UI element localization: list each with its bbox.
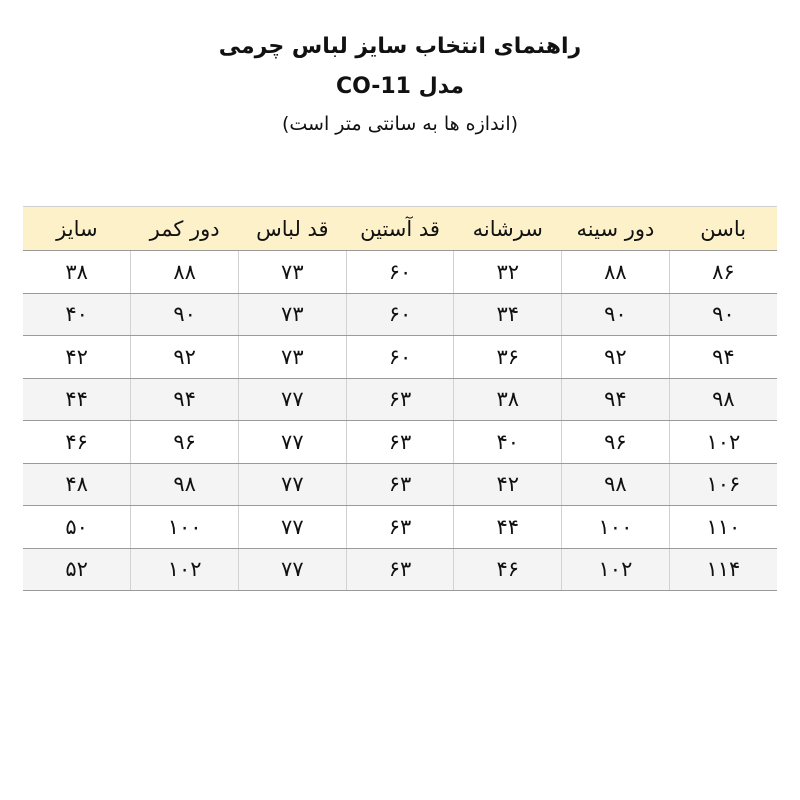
cell-shoulder: ۳۶	[454, 336, 562, 379]
cell-sleeve-length: ۶۰	[346, 251, 454, 294]
cell-chest: ۹۰	[562, 293, 670, 336]
size-chart-table	[23, 206, 777, 591]
cell-chest: ۹۶	[562, 421, 670, 464]
cell-waist: ۹۰	[131, 293, 239, 336]
cell-shoulder: ۴۲	[454, 463, 562, 506]
cell-sleeve-length: ۶۳	[346, 421, 454, 464]
cell-sleeve-length: ۶۳	[346, 548, 454, 591]
cell-sleeve-length: ۶۳	[346, 378, 454, 421]
cell-shoulder: ۳۸	[454, 378, 562, 421]
cell-size: ۴۲	[23, 336, 131, 379]
cell-chest: ۹۲	[562, 336, 670, 379]
cell-chest: ۱۰۲	[562, 548, 670, 591]
cell-size: ۴۴	[23, 378, 131, 421]
cell-chest: ۱۰۰	[562, 506, 670, 549]
cell-size: ۳۸	[23, 251, 131, 294]
cell-waist: ۸۸	[131, 251, 239, 294]
cell-waist: ۹۸	[131, 463, 239, 506]
cell-garment-length: ۷۳	[238, 336, 346, 379]
cell-hip: ۹۰	[669, 293, 777, 336]
cell-garment-length: ۷۷	[238, 421, 346, 464]
column-header-hip: باسن	[669, 207, 777, 251]
cell-shoulder: ۳۲	[454, 251, 562, 294]
column-header-shoulder: سرشانه	[454, 207, 562, 251]
table-row	[23, 293, 777, 336]
cell-waist: ۹۲	[131, 336, 239, 379]
cell-size: ۵۲	[23, 548, 131, 591]
cell-hip: ۱۱۰	[669, 506, 777, 549]
column-header-chest: دور سینه	[562, 207, 670, 251]
cell-shoulder: ۴۰	[454, 421, 562, 464]
cell-chest: ۸۸	[562, 251, 670, 294]
table-row	[23, 421, 777, 464]
cell-size: ۴۸	[23, 463, 131, 506]
cell-size: ۴۰	[23, 293, 131, 336]
cell-shoulder: ۳۴	[454, 293, 562, 336]
table-row	[23, 378, 777, 421]
cell-sleeve-length: ۶۳	[346, 506, 454, 549]
column-header-waist: دور کمر	[131, 207, 239, 251]
cell-waist: ۱۰۲	[131, 548, 239, 591]
table-row	[23, 548, 777, 591]
table-row	[23, 506, 777, 549]
column-header-size: سایز	[23, 207, 131, 251]
cell-hip: ۱۰۶	[669, 463, 777, 506]
cell-sleeve-length: ۶۰	[346, 336, 454, 379]
cell-hip: ۱۱۴	[669, 548, 777, 591]
cell-garment-length: ۷۷	[238, 463, 346, 506]
column-header-garment-length: قد لباس	[238, 207, 346, 251]
page-title: راهنمای انتخاب سایز لباس چرمی	[218, 34, 582, 59]
cell-garment-length: ۷۳	[238, 251, 346, 294]
cell-garment-length: ۷۳	[238, 293, 346, 336]
model-label: مدل CO-11	[335, 74, 465, 99]
cell-waist: ۹۶	[131, 421, 239, 464]
cell-sleeve-length: ۶۰	[346, 293, 454, 336]
cell-hip: ۹۴	[669, 336, 777, 379]
cell-hip: ۱۰۲	[669, 421, 777, 464]
cell-hip: ۹۸	[669, 378, 777, 421]
cell-garment-length: ۷۷	[238, 378, 346, 421]
cell-waist: ۱۰۰	[131, 506, 239, 549]
cell-sleeve-length: ۶۳	[346, 463, 454, 506]
table-header-row	[23, 207, 777, 251]
units-note: (اندازه ها به سانتی متر است)	[281, 113, 519, 135]
column-header-sleeve-length: قد آستین	[346, 207, 454, 251]
cell-shoulder: ۴۴	[454, 506, 562, 549]
table-row	[23, 336, 777, 379]
cell-size: ۴۶	[23, 421, 131, 464]
table-row	[23, 463, 777, 506]
cell-size: ۵۰	[23, 506, 131, 549]
cell-waist: ۹۴	[131, 378, 239, 421]
cell-garment-length: ۷۷	[238, 506, 346, 549]
cell-chest: ۹۸	[562, 463, 670, 506]
table-row	[23, 251, 777, 294]
cell-hip: ۸۶	[669, 251, 777, 294]
cell-chest: ۹۴	[562, 378, 670, 421]
table-body	[23, 251, 777, 591]
cell-shoulder: ۴۶	[454, 548, 562, 591]
cell-garment-length: ۷۷	[238, 548, 346, 591]
